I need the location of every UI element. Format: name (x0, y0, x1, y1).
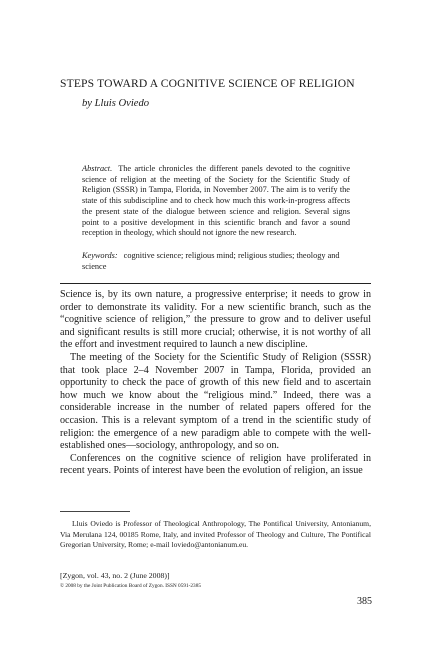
abstract-text: The article chronicles the different panels devoted to the cognitive science of religion at the meeting of the Society for the Scientific Study of Religion (SSSR) in Tampa, Florida, in November 2007. The aim is to verify the state of this subdiscipline and to check how much this work-in-progress affects the present state of the dialogue between science and religion. Several signs point to a positive development in this scientific branch and favor a sound reception in theology, which should not ignore the new research. (82, 164, 350, 238)
abstract (82, 164, 350, 239)
page-number: 385 (357, 596, 372, 607)
body-paragraph: Conferences on the cognitive science of religion have proliferated in recent years. Points of interest have been the evolution of religion, an issue (60, 452, 371, 477)
footnote-rule (60, 511, 130, 512)
abstract-label: Abstract. (82, 164, 113, 173)
keywords-label: Keywords: (82, 251, 118, 260)
article-body (60, 289, 371, 478)
body-paragraph: Science is, by its own nature, a progressive enterprise; it needs to grow in order to demonstrate its validity. For a new scientific branch, such as the “cognitive science of religion,” the pressure to grow and to deliver useful and significant results is still more crucial; otherwise, it is not worthy of all the effort and investment required to launch a new discipline. (60, 289, 371, 351)
copyright-line: © 2008 by the Joint Publication Board of Zygon. ISSN 0591-2385 (60, 583, 202, 589)
body-paragraph: The meeting of the Society for the Scientific Study of Religion (SSSR) that took place 2–4 November 2007 in Tampa, Florida, provided an opportunity to check the pace of growth of this new field and to ascertain how much we know about the “religious mind.” Indeed, there was a considerable increase in the number of related papers offered for the occasion. This is a relevant symptom of a trend in the scientific study of religion: the emergence of a new paradigm able to compete with the well-established ones—sociology, anthropology, and so on. (60, 351, 371, 452)
article-title: STEPS TOWARD A COGNITIVE SCIENCE OF RELIGION (60, 77, 355, 90)
header-rule (60, 283, 371, 284)
keywords-text: cognitive science; religious mind; religious studies; theology and science (82, 251, 340, 271)
journal-citation: [Zygon, vol. 43, no. 2 (June 2008)] (60, 571, 170, 580)
author-byline: by Lluis Oviedo (82, 98, 150, 109)
keywords (82, 251, 350, 272)
author-footnote: Lluis Oviedo is Professor of Theological Anthropology, The Pontifical University, Antonianum, Via Merulana 124, 00185 Rome, Italy, and invited Professor of Theology and Culture, The Pontifical Gregorian University, Rome; e-mail loviedo@antonianum.eu. (60, 519, 371, 549)
